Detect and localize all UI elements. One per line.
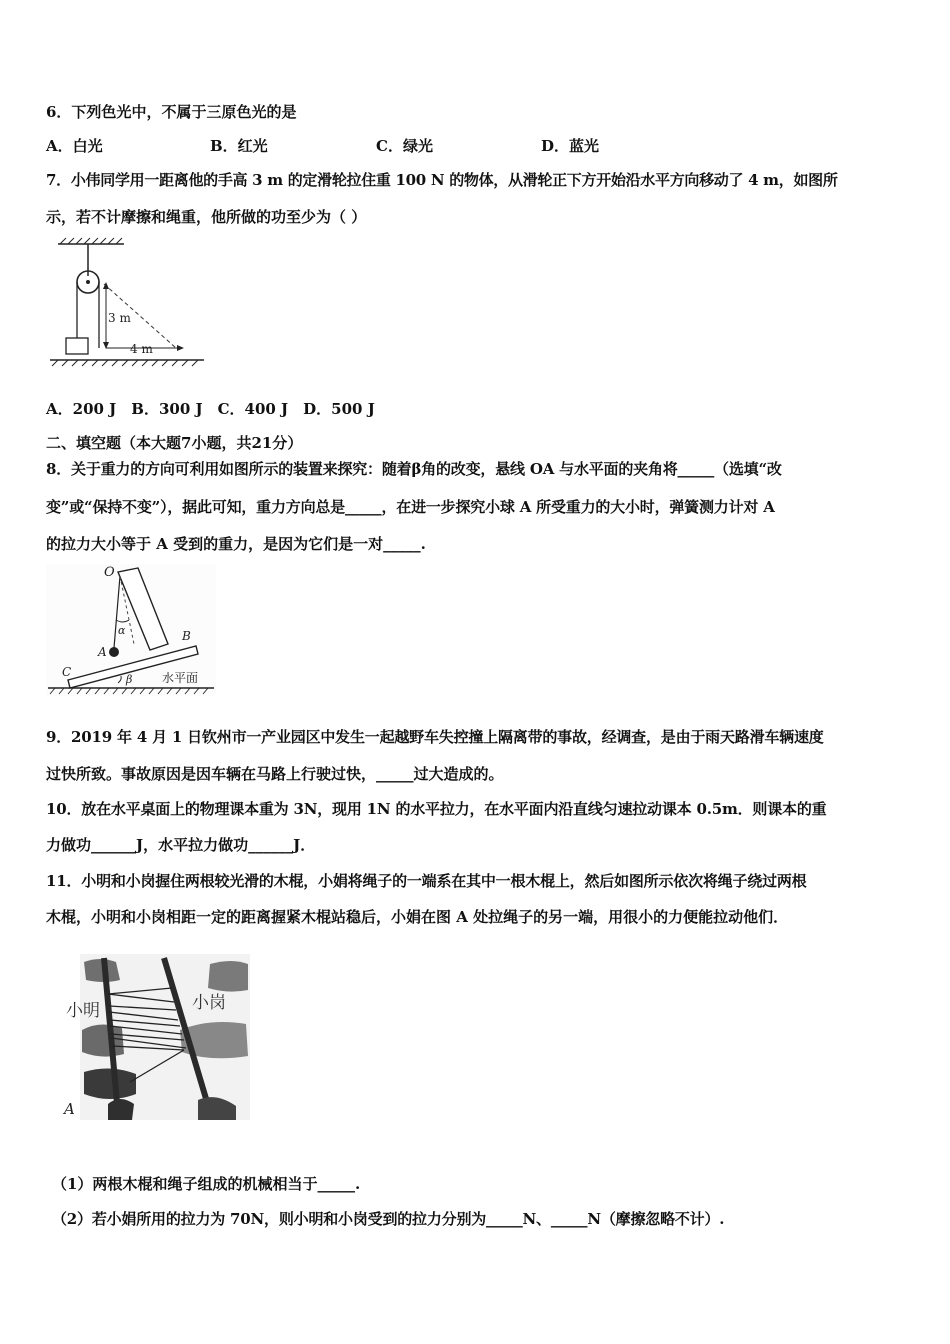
pulley-figure [44, 236, 214, 372]
q6-stem: 6．下列色光中，不属于三原色光的是 [46, 103, 297, 121]
q8-line-2: 变”或“保持不变”），据此可知，重力方向总是_____，在进一步探究小球 A 所受重力的大小时，弹簧测力计对 A [46, 498, 775, 516]
q6-option-b: B．红光 [210, 137, 268, 155]
label-o: O [104, 565, 115, 580]
q8-line-1: 8．关于重力的方向可利用如图所示的装置来探究：随着β角的改变，悬线 OA 与水平面的夹角将_____（选填“改 [46, 460, 782, 478]
label-alpha: α [118, 624, 126, 637]
label-c: C [62, 665, 72, 679]
q6-option-d: D．蓝光 [541, 137, 600, 155]
q10-line-1: 10．放在水平桌面上的物理课本重为 3N，现用 1N 的水平拉力，在水平面内沿直线匀速拉动课本 0.5m．则课本的重 [46, 800, 827, 818]
label-horizontal: 水平面 [162, 671, 199, 685]
q9-line-1: 9．2019 年 4 月 1 日钦州市一产业园区中发生一起越野车失控撞上隔离带的事故，经调查，是由于雨天路滑车辆速度 [46, 728, 824, 746]
q10-line-2: 力做功______J，水平拉力做功______J． [46, 836, 316, 854]
weight-block [66, 338, 88, 354]
q6-option-c: C．绿光 [376, 137, 433, 155]
section-heading: 二、填空题（本大题7小题，共21分） [46, 434, 303, 452]
q11-line-2: 木棍，小明和小岗相距一定的距离握紧木棍站稳后，小娟在图 A 处拉绳子的另一端，用很小的力便能拉动他们． [46, 908, 789, 926]
width-label: 4 m [130, 342, 153, 356]
q7-line-1: 7．小伟同学用一距离他的手高 3 m 的定滑轮拉住重 100 N 的物体，从滑轮正下方开始沿水平方向移动了 4 m，如图所 [46, 171, 838, 189]
ball [109, 647, 119, 657]
q8-line-3: 的拉力大小等于 A 受到的重力，是因为它们是一对_____. [46, 535, 426, 553]
label-beta: β [126, 673, 133, 686]
q11-sub-1: （1）两根木棍和绳子组成的机械相当于_____. [52, 1175, 361, 1193]
height-label: 3 m [108, 311, 131, 325]
label-xiaoming: 小明 [66, 1001, 100, 1021]
q11-sub-2: （2）若小娟所用的拉力为 70N，则小明和小岗受到的拉力分别为_____N、_____N（摩擦忽略不计）. [52, 1210, 725, 1228]
q7-options: A．200 J B．300 J C．400 J D．500 J [46, 400, 375, 418]
q7-line-2: 示，若不计摩擦和绳重，他所做的功至少为（ ） [46, 208, 367, 226]
label-a-point: A [64, 1100, 75, 1118]
label-b: B [182, 629, 191, 643]
q6-option-a: A．白光 [46, 137, 103, 155]
label-xiaogang: 小岗 [192, 993, 226, 1013]
q9-line-2: 过快所致。事故原因是因车辆在马路上行驶过快，_____过大造成的。 [46, 765, 504, 783]
label-a: A [98, 645, 107, 659]
q11-line-1: 11．小明和小岗握住两根较光滑的木棍，小娟将绳子的一端系在其中一根木棍上，然后如图所示依次将绳子绕过两根 [46, 872, 807, 890]
gravity-apparatus-figure [46, 564, 216, 696]
rope-sticks-photo [60, 954, 250, 1124]
